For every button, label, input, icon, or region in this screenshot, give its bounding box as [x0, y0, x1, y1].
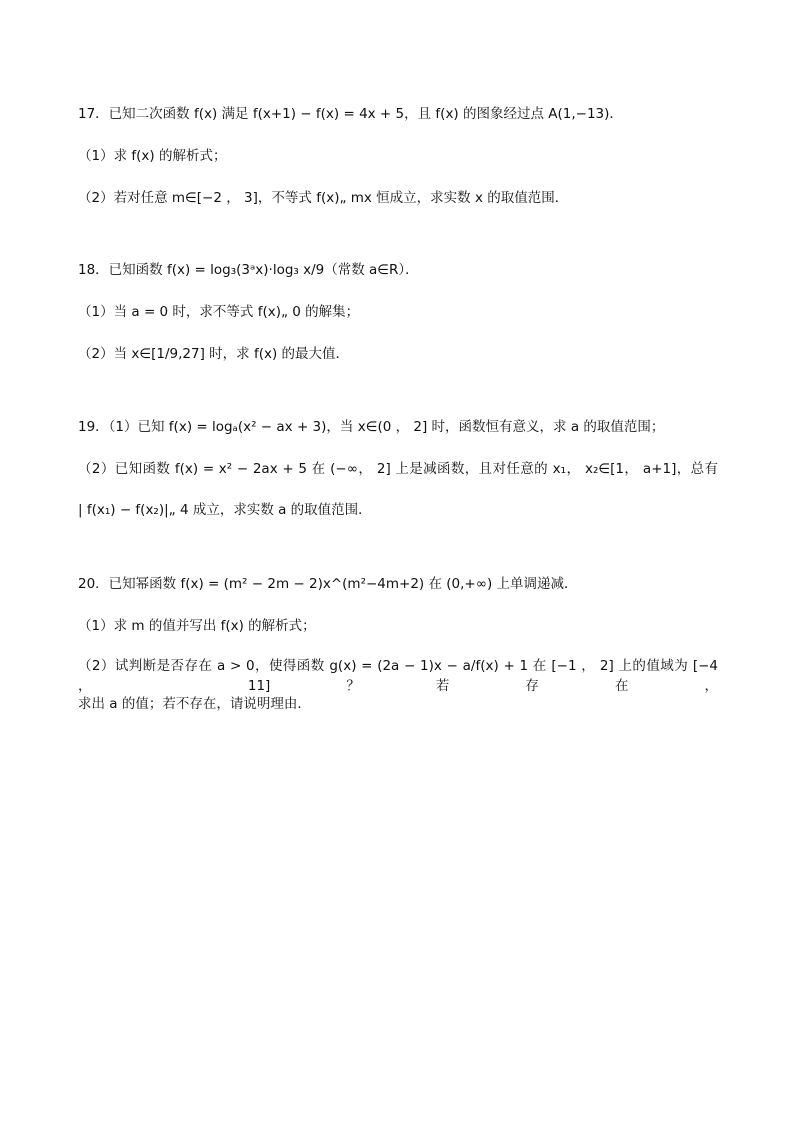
- problem-17-part-1: （1）求 f(x) 的解析式；: [78, 148, 227, 164]
- problem-20-part-2-line-2: 求出 a 的值；若不存在，请说明理由．: [78, 696, 311, 712]
- problem-19-part-2-line-1: （2）已知函数 f(x) = x² − 2ax + 5 在 (−∞， 2] 上是减函数，且对任意的 x₁， x₂∈[1， a+1]，总有: [78, 461, 718, 477]
- problem-19-part-2-line-2: | f(x₁) − f(x₂)|„ 4 成立，求实数 a 的取值范围．: [78, 502, 372, 518]
- problem-17-stem: 17．已知二次函数 f(x) 满足 f(x+1) − f(x) = 4x + 5，且 f(x) 的图象经过点 A(1,−13)．: [78, 106, 623, 122]
- problem-18-part-1: （1）当 a = 0 时，求不等式 f(x)„ 0 的解集；: [78, 304, 360, 320]
- problem-18-stem: 18．已知函数 f(x) = log₃(3ᵃx)·log₃ x/9（常数 a∈R）．: [78, 262, 419, 278]
- problem-20-part-2-line-1: （2）试判断是否存在 a > 0，使得函数 g(x) = (2a − 1)x − a/f(x) + 1 在 [−1 ， 2] 上的值域为 [−4 ， 11]？若存在，: [78, 658, 718, 694]
- problem-20-part-1: （1）求 m 的值并写出 f(x) 的解析式；: [78, 618, 316, 634]
- problem-19-stem: 19．（1）已知 f(x) = logₐ(x² − ax + 3)，当 x∈(0 ， 2] 时，函数恒有意义，求 a 的取值范围；: [78, 419, 665, 435]
- problem-17-part-2: （2）若对任意 m∈[−2 ， 3]，不等式 f(x)„ mx 恒成立，求实数 x 的取值范围．: [78, 190, 569, 206]
- problem-20-stem: 20．已知幂函数 f(x) = (m² − 2m − 2)x^(m²−4m+2) 在 (0,+∞) 上单调递减．: [78, 576, 578, 592]
- problem-18-part-2: （2）当 x∈[1/9,27] 时，求 f(x) 的最大值．: [78, 346, 350, 362]
